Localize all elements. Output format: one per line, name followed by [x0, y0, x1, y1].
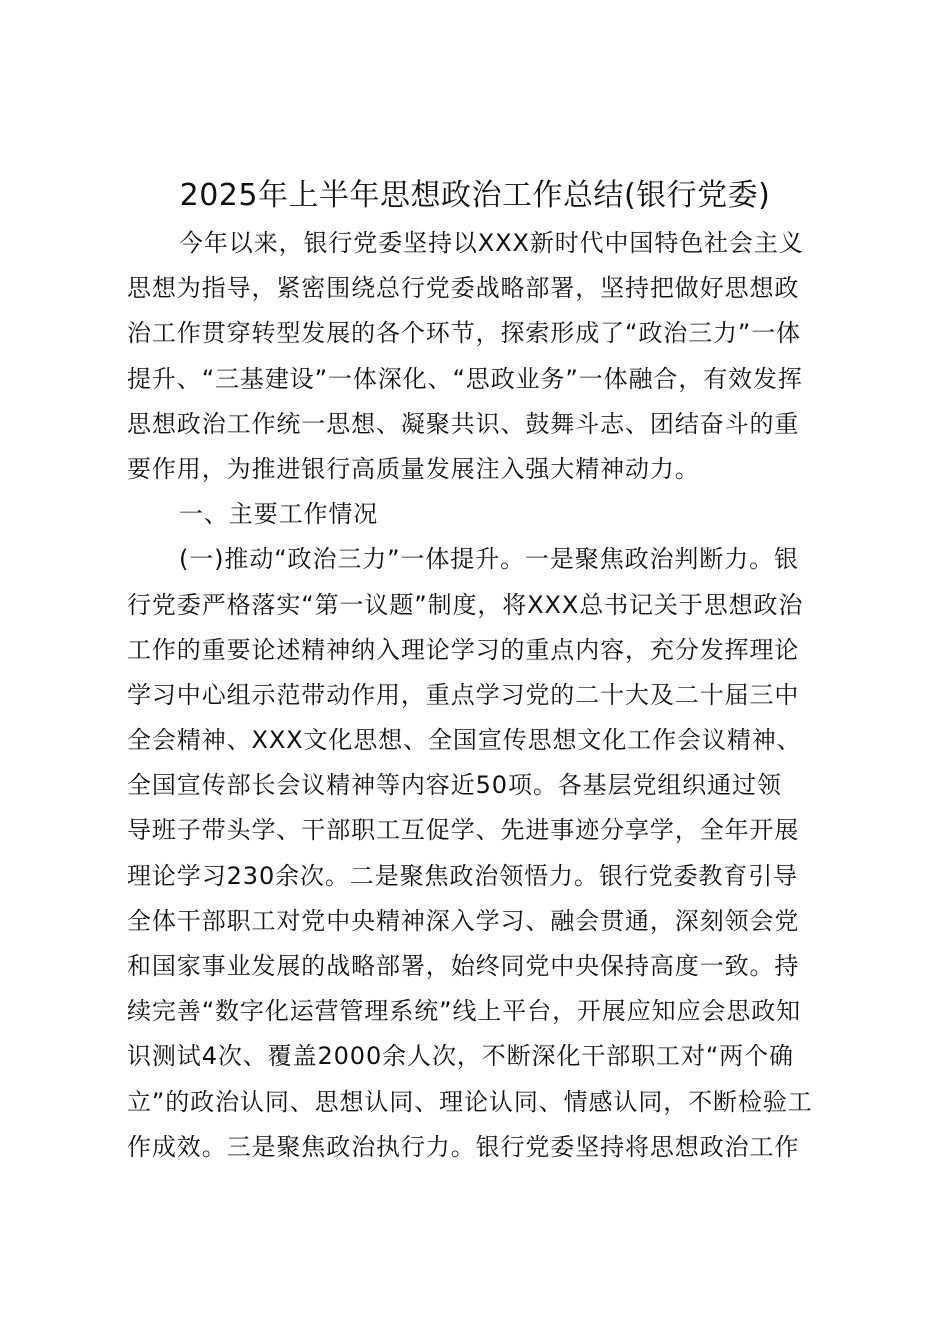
paragraph-line: 全体干部职工对党中央精神深入学习、融会贯通，深刻领会党 — [127, 906, 800, 935]
paragraph-line: 全会精神、XXX文化思想、全国宣传思想文化工作会议精神、 — [127, 726, 802, 755]
document-title: 2025年上半年思想政治工作总结(银行党委) — [179, 178, 771, 213]
paragraph-line: 理论学习230余次。二是聚焦政治领悟力。银行党委教育引导 — [127, 861, 799, 890]
paragraph-line: 导班子带头学、干部职工互促学、先进事迹分享学，全年开展 — [127, 816, 800, 845]
paragraph-line: 和国家事业发展的战略部署，始终同党中央保持高度一致。持 — [127, 952, 800, 980]
paragraph-line: 学习中心组示范带动作用，重点学习党的二十大及二十届三中 — [127, 680, 800, 709]
document-body — [127, 221, 827, 1170]
paragraph-line: 治工作贯穿转型发展的各个环节，探索形成了“政治三力”一体 — [127, 319, 802, 348]
paragraph-line: 行党委严格落实“第一议题”制度，将XXX总书记关于思想政治 — [127, 590, 804, 619]
paragraph-line: 立”的政治认同、思想认同、理论认同、情感认同，不断检验工 — [127, 1087, 813, 1116]
paragraph-line: 思想为指导，紧密围绕总行党委战略部署，坚持把做好思想政 — [127, 274, 800, 303]
paragraph-line: 识测试4次、覆盖2000余人次，不断深化干部职工对“两个确 — [127, 1042, 794, 1071]
paragraph-line: 要作用，为推进银行高质量发展注入强大精神动力。 — [127, 454, 700, 483]
paragraph-line: 今年以来，银行党委坚持以XXX新时代中国特色社会主义 — [179, 229, 804, 257]
paragraph-line: 思想政治工作统一思想、凝聚共识、鼓舞斗志、团结奋斗的重 — [127, 409, 800, 438]
paragraph-line: 提升、“三基建设”一体深化、“思政业务”一体融合，有效发挥 — [127, 364, 803, 393]
paragraph-line: 续完善“数字化运营管理系统”线上平台，开展应知应会思政知 — [127, 997, 802, 1026]
paragraph-line: 工作的重要论述精神纳入理论学习的重点内容，充分发挥理论 — [127, 635, 800, 664]
section-heading: 一、主要工作情况 — [179, 500, 379, 529]
paragraph-line: (一)推动“政治三力”一体提升。一是聚焦政治判断力。银 — [179, 545, 799, 574]
paragraph-line: 全国宣传部长会议精神等内容近50项。各基层党组织通过领 — [127, 771, 782, 800]
paragraph-line: 作成效。三是聚焦政治执行力。银行党委坚持将思想政治工作 — [127, 1132, 800, 1161]
